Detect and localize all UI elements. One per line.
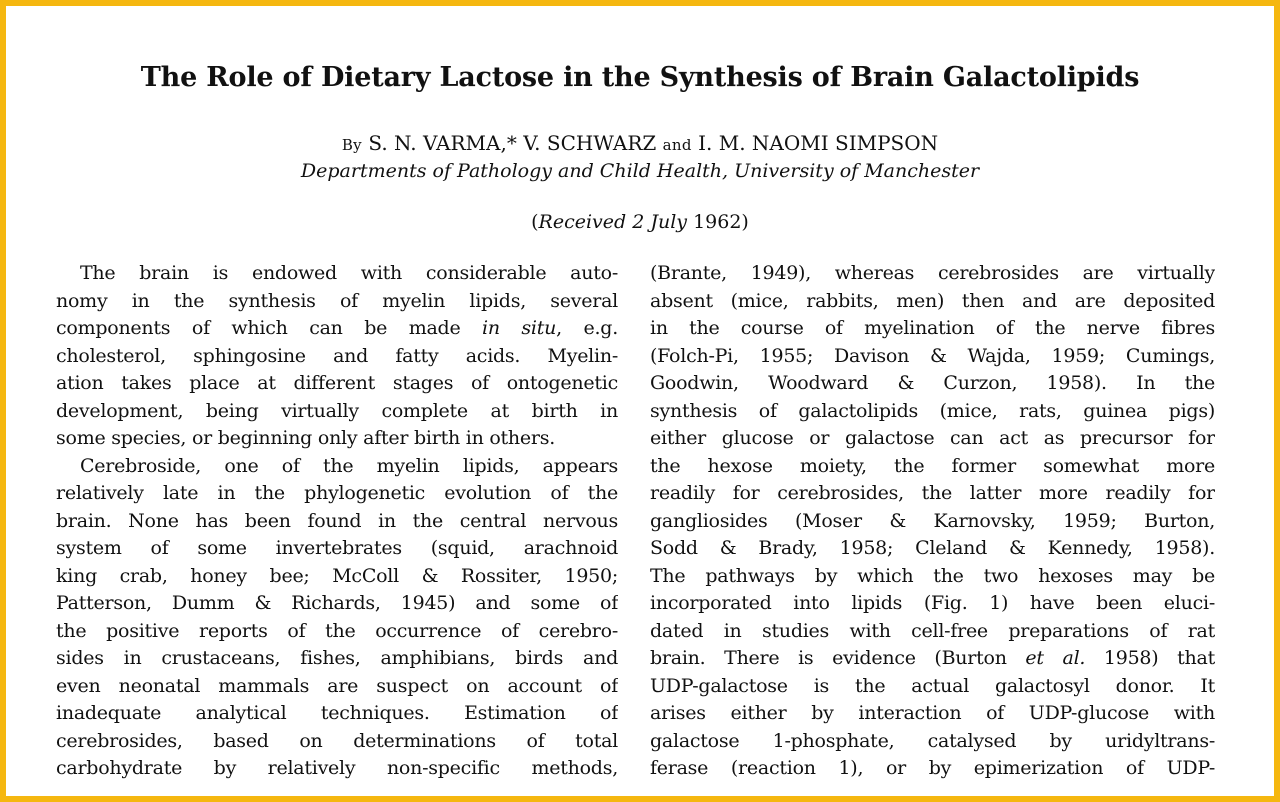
text-line: ferase (reaction 1), or by epimerization of UDP- [650,757,1215,779]
author-schwarz: V. SCHWARZ [523,131,657,155]
text-line: some species, or beginning only after birth in others. [56,427,556,449]
text-segment: brain. There is evidence (Burton [650,647,1026,669]
text-line: sides in crustaceans, fishes, amphibians, birds and [56,647,618,669]
text-line: absent (mice, rabbits, men) then and are deposited [650,289,1215,312]
text-line: dated in studies with cell-free preparations of rat [650,619,1215,642]
byline-and: and [662,136,692,154]
text-line: system of some invertebrates (squid, arachnoid [56,537,618,559]
author-byline [0,130,1280,158]
text-line: UDP-galactose is the actual galactosyl donor. It [650,674,1215,697]
text-line: either glucose or galactose can act as precursor for [650,427,1215,449]
text-line: the positive reports of the occurrence of cerebro- [56,619,618,642]
text-line: relatively late in the phylogenetic evolution of the [56,482,618,504]
received-open: ( [531,211,539,233]
text-line: The brain is endowed with considerable auto- [80,262,618,284]
received-year: 1962) [693,211,749,233]
text-line: in the course of myelination of the nerve fibres [650,317,1215,339]
text-line: even neonatal mammals are suspect on account of [56,674,618,697]
text-line: The pathways by which the two hexoses may be [650,564,1215,587]
text-line: nomy in the synthesis of myelin lipids, several [56,289,618,312]
text-segment: , e.g. [556,317,618,339]
text-line: Sodd & Brady, 1958; Cleland & Kennedy, 1958). [650,537,1215,559]
text-line: carbohydrate by relatively non-specific methods, [56,757,618,779]
text-line: gangliosides (Moser & Karnovsky, 1959; Burton, [650,509,1215,532]
paper-title: The Role of Dietary Lactose in the Synthesis of Brain Galactolipids [140,62,1140,93]
text-line: brain. None has been found in the central nervous [56,509,618,532]
text-line: galactose 1-phosphate, catalysed by uridyltrans- [650,729,1215,752]
text-line: readily for cerebrosides, the latter more readily for [650,482,1215,504]
italic-term: et al. [1025,647,1086,669]
italic-term: in situ [482,317,557,339]
received-date [0,209,1280,235]
text-line: arises either by interaction of UDP-glucose with [650,702,1215,724]
text-line: Cerebroside, one of the myelin lipids, appears [80,454,618,477]
affiliation: Departments of Pathology and Child Health, University of Manchester [300,160,980,182]
text-line: Patterson, Dumm & Richards, 1945) and some of [56,592,618,614]
author-simpson: I. M. NAOMI SIMPSON [698,131,939,155]
text-line: cholesterol, sphingosine and fatty acids. Myelin- [56,344,618,367]
text-line: incorporated into lipids (Fig. 1) have been eluci- [650,592,1215,614]
text-line: synthesis of galactolipids (mice, rats, guinea pigs) [650,399,1215,422]
text-line: the hexose moiety, the former somewhat more [650,454,1215,477]
text-line [56,315,618,343]
text-segment: 1958) that [1085,647,1215,669]
left-column [56,260,618,783]
text-line: development, being virtually complete at birth in [56,399,618,422]
text-line: ation takes place at different stages of ontogenetic [56,372,618,394]
text-line: king crab, honey bee; McColl & Rossiter, 1950; [56,564,618,587]
text-line: (Brante, 1949), whereas cerebrosides are virtually [650,262,1215,284]
text-line: cerebrosides, based on determinations of total [56,729,618,752]
text-line: (Folch-Pi, 1955; Davison & Wajda, 1959; Cumings, [650,344,1215,367]
author-varma: S. N. VARMA,* [368,131,517,155]
text-line: Goodwin, Woodward & Curzon, 1958). In the [650,372,1215,394]
right-column [650,260,1215,783]
text-segment: components of which can be made [56,317,483,339]
text-line: inadequate analytical techniques. Estimation of [56,702,618,724]
byline-by: By [341,136,362,154]
received-label: Received 2 July [538,211,688,233]
text-line [650,645,1215,673]
